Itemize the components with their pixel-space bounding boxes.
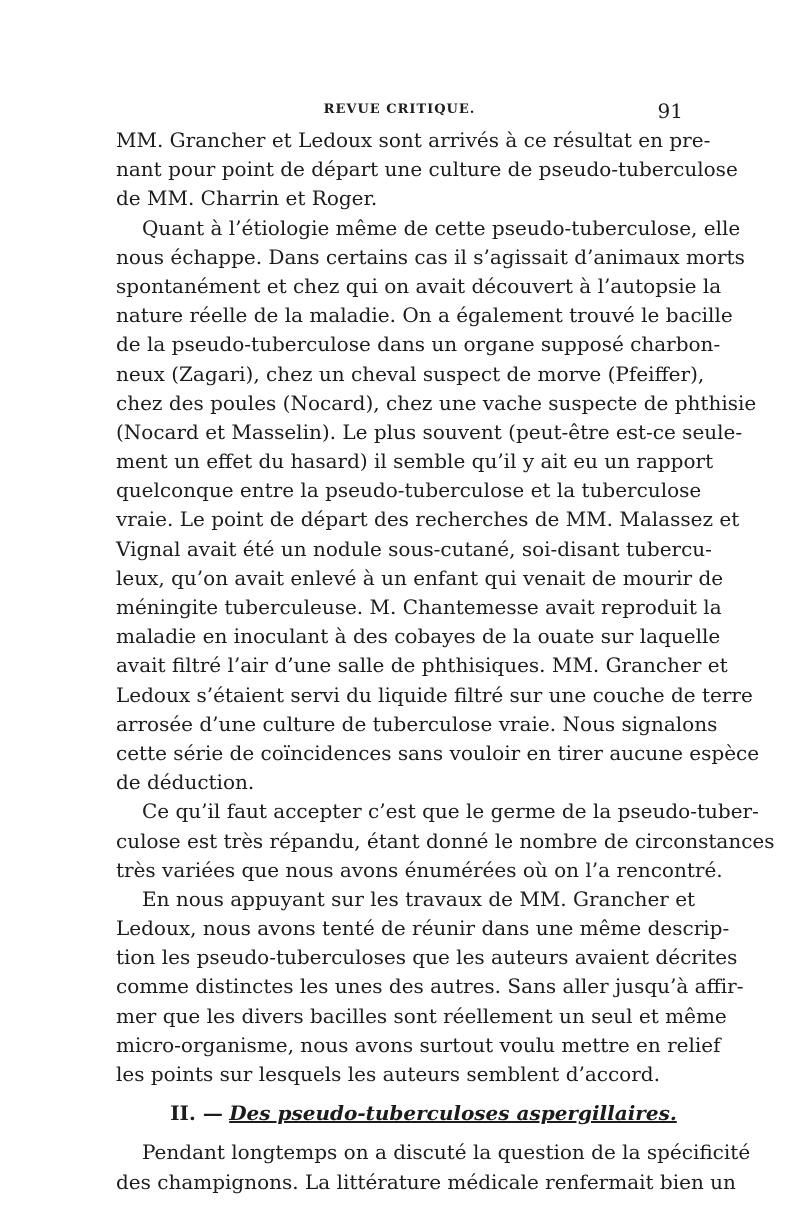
text-line: avait filtré l’air d’une salle de phthisiques. MM. Grancher et	[116, 653, 728, 678]
spacer	[116, 1089, 683, 1099]
text-line: vraie. Le point de départ des recherches de MM. Malassez et	[116, 507, 740, 532]
body-text	[116, 126, 775, 1197]
text-line: de la pseudo-tuberculose dans un organe supposé charbon-	[116, 332, 721, 357]
text-line: tion les pseudo-tuberculoses que les auteurs avaient décrites	[116, 945, 738, 970]
section-heading	[116, 1099, 683, 1128]
text-line: méningite tuberculeuse. M. Chantemesse avait reproduit la	[116, 595, 722, 619]
text-line: chez des poules (Nocard), chez une vache suspecte de phthisie	[116, 390, 757, 415]
text-line: très variées que nous avons énumérées où on l’a rencontré.	[116, 857, 723, 882]
text-line: nature réelle de la maladie. On a également trouvé le bacille	[116, 303, 733, 328]
text-line: leux, qu’on avait enlevé à un enfant qui venait de mourir de	[116, 565, 724, 590]
text-line: mer que les divers bacilles sont réellement un seul et même	[116, 1003, 727, 1028]
text-line: nant pour point de départ une culture de pseudo-tuberculose	[116, 157, 738, 182]
text-line: micro-organisme, nous avons surtout voulu mettre en relief	[116, 1032, 721, 1057]
text-line: quelconque entre la pseudo-tuberculose et la tuberculose	[116, 478, 702, 503]
spacer	[116, 1128, 683, 1138]
text-line: de déduction.	[116, 770, 255, 795]
text-line: Vignal avait été un nodule sous-cutané, soi-disant tubercu-	[116, 536, 712, 561]
text-line: neux (Zagari), chez un cheval suspect de morve (Pfeiffer),	[116, 361, 705, 386]
text-line: de MM. Charrin et Roger.	[116, 186, 378, 211]
text-line: Pendant longtemps on a discuté la question de la spécificité	[142, 1140, 751, 1165]
text-line: nous échappe. Dans certains cas il s’agissait d’animaux morts	[116, 244, 745, 269]
text-line: En nous appuyant sur les travaux de MM. Grancher et	[142, 886, 696, 911]
page-number: 91	[657, 99, 683, 123]
text-line: Ledoux, nous avons tenté de réunir dans une même descrip-	[116, 916, 730, 941]
text-line: comme distinctes les unes des autres. Sans aller jusqu’à affir-	[116, 974, 744, 999]
text-line: les points sur lesquels les auteurs semblent d’accord.	[116, 1062, 660, 1086]
text-line: cette série de coïncidences sans vouloir en tirer aucune espèce	[116, 740, 760, 765]
text-line: (Nocard et Masselin). Le plus souvent (peut-être est-ce seule-	[116, 419, 743, 444]
text-line: MM. Grancher et Ledoux sont arrivés à ce résultat en pre-	[116, 128, 711, 152]
running-title: REVUE CRITIQUE.	[323, 102, 476, 117]
text-line: arrosée d’une culture de tuberculose vraie. Nous signalons	[116, 711, 718, 736]
text-line: ment un effet du hasard) il semble qu’il y ait eu un rapport	[116, 449, 714, 474]
page-header	[116, 99, 683, 125]
section-title: Des pseudo-tuberculoses aspergillaires.	[229, 1101, 677, 1126]
section-number: II. —	[170, 1101, 223, 1126]
text-line: Ce qu’il faut accepter c’est que le germe de la pseudo-tuber-	[142, 799, 759, 824]
text-line: culose est très répandu, étant donné le nombre de circonstances	[116, 828, 775, 853]
text-line: spontanément et chez qui on avait découvert à l’autopsie la	[116, 273, 722, 298]
text-line: maladie en inoculant à des cobayes de la ouate sur laquelle	[116, 624, 721, 649]
text-line: Quant à l’étiologie même de cette pseudo-tuberculose, elle	[142, 215, 741, 240]
text-line: Ledoux s’étaient servi du liquide filtré sur une couche de terre	[116, 682, 753, 707]
text-line: des champignons. La littérature médicale renfermait bien un	[116, 1169, 736, 1194]
